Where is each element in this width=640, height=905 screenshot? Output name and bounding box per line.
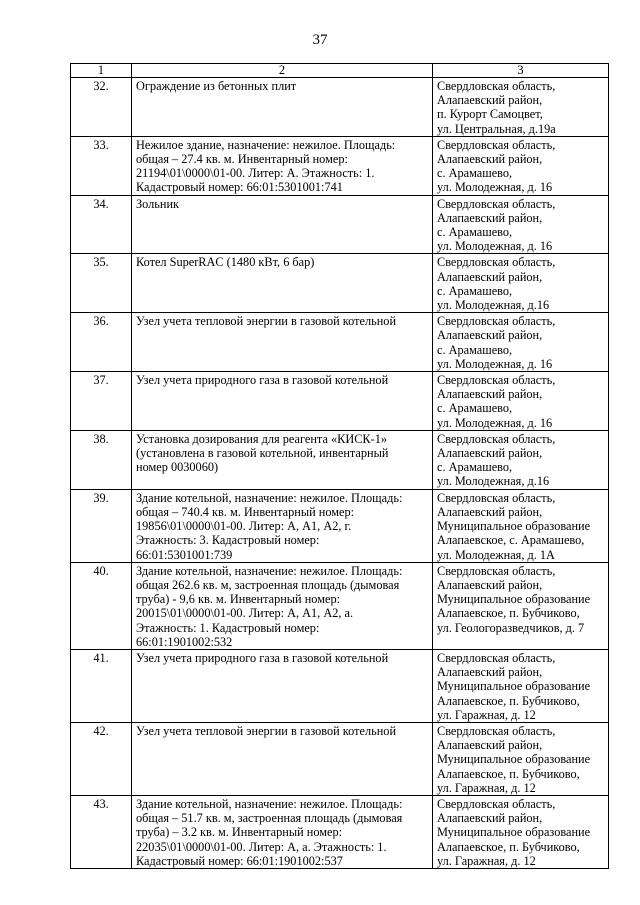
address-line: Алапаевский район, [437, 504, 543, 519]
table-row [71, 489, 609, 562]
row-number: 36. [71, 313, 132, 372]
address-line: Муниципальное образование [437, 519, 591, 534]
address-line: Алапаевский район, [437, 328, 543, 343]
table-row [71, 136, 609, 195]
object-name-cell [132, 78, 433, 137]
address-line: Алапаевский район, [437, 738, 543, 753]
object-name-cell [132, 489, 433, 562]
row-number: 32. [71, 78, 132, 137]
address-line: Свердловская область, [437, 796, 556, 811]
object-name-cell [132, 313, 433, 372]
address-line: с. Арамашево, [437, 283, 513, 298]
object-name-line: Этажность: 3. Кадастровый номер: [136, 533, 320, 548]
object-name-line: Здание котельной, назначение: нежилое. Площадь: [136, 796, 403, 811]
object-name-line: Здание котельной, назначение: нежилое. Площадь: [136, 490, 403, 505]
object-name-line: общая 262.6 кв. м, застроенная площадь (дымовая [136, 577, 400, 592]
table-row [71, 795, 609, 868]
address-line: Свердловская область, [437, 373, 556, 388]
object-name-line: Узел учета природного газа в газовой котельной [136, 373, 389, 388]
address-line: Свердловская область, [437, 196, 556, 211]
address-line: ул. Гаражная, д. 12 [437, 707, 536, 722]
address-line: с. Арамашево, [437, 166, 513, 181]
object-name-cell [132, 562, 433, 649]
address-cell [433, 136, 609, 195]
object-name-cell [132, 649, 433, 722]
object-name-line: Узел учета тепловой энергии в газовой котельной [136, 723, 397, 738]
row-number: 33. [71, 136, 132, 195]
address-line: ул. Молодежная, д.16 [437, 474, 550, 489]
address-line: ул. Молодежная, д. 16 [437, 415, 553, 430]
object-name-cell [132, 722, 433, 795]
address-line: ул. Молодежная, д. 16 [437, 239, 553, 254]
address-line: Алапаевское, п. Бубчиково, [437, 839, 580, 854]
address-line: с. Арамашево, [437, 460, 513, 475]
address-line: Алапаевский район, [437, 811, 543, 826]
object-name-line: Ограждение из бетонных плит [136, 79, 297, 93]
object-name-line: труба) - 9,6 кв. м. Инвентарный номер: [136, 592, 341, 607]
address-cell [433, 313, 609, 372]
address-line: ул. Гаражная, д. 12 [437, 853, 536, 868]
table-row [71, 254, 609, 313]
table-row [71, 195, 609, 254]
address-line: Алапаевское, п. Бубчиково, [437, 693, 580, 708]
address-cell [433, 649, 609, 722]
address-line: Алапаевский район, [437, 665, 543, 680]
address-line: Свердловская область, [437, 431, 556, 446]
object-name-line: Этажность: 1. Кадастровый номер: [136, 620, 320, 635]
address-line: Алапаевское, п. Бубчиково, [437, 606, 580, 621]
address-line: Алапаевский район, [437, 210, 543, 225]
row-number: 40. [71, 562, 132, 649]
address-line: Свердловская область, [437, 563, 556, 578]
object-name-line: Кадастровый номер: 66:01:5301001:741 [136, 180, 343, 195]
object-name-line: общая – 51.7 кв. м, застроенная площадь (дымовая [136, 811, 403, 826]
object-name-line: общая – 27.4 кв. м. Инвентарный номер: [136, 152, 348, 167]
address-line: Алапаевский район, [437, 387, 543, 402]
address-line: Алапаевский район, [437, 269, 543, 284]
row-number: 41. [71, 649, 132, 722]
row-number: 38. [71, 430, 132, 489]
address-line: ул. Молодежная, д.16 [437, 298, 550, 313]
object-name-line: Кадастровый номер: 66:01:1901002:537 [136, 853, 343, 868]
address-line: Алапаевский район, [437, 577, 543, 592]
table-row [71, 562, 609, 649]
table-header-row [71, 64, 609, 78]
row-number: 35. [71, 254, 132, 313]
address-line: с. Арамашево, [437, 225, 513, 240]
address-line: ул. Геологоразведчиков, д. 7 [437, 620, 585, 635]
object-name-line: 19856\01\0000\01-00. Литер: А, А1, А2, г. [136, 519, 352, 534]
object-name-cell [132, 195, 433, 254]
row-number: 37. [71, 372, 132, 431]
address-cell [433, 430, 609, 489]
address-line: п. Курорт Самоцвет, [437, 107, 543, 122]
object-name-line: 22035\01\0000\01-00. Литер: А, а. Этажность: 1. [136, 839, 387, 854]
address-line: Свердловская область, [437, 137, 556, 152]
address-cell [433, 254, 609, 313]
row-number: 43. [71, 795, 132, 868]
object-name-line: номер 0030060) [136, 460, 219, 475]
row-number: 34. [71, 195, 132, 254]
address-line: Муниципальное образование [437, 752, 591, 767]
row-number: 39. [71, 489, 132, 562]
address-line: Свердловская область, [437, 79, 556, 93]
object-name-line: Узел учета природного газа в газовой котельной [136, 650, 389, 665]
address-line: ул. Молодежная, д. 1А [437, 547, 555, 562]
address-cell [433, 78, 609, 137]
address-cell [433, 195, 609, 254]
table-row [71, 722, 609, 795]
address-line: Алапаевский район, [437, 93, 543, 108]
address-line: ул. Молодежная, д. 16 [437, 356, 553, 371]
object-name-cell [132, 136, 433, 195]
object-name-line: Здание котельной, назначение: нежилое. Площадь: [136, 563, 403, 578]
column-header-address: 3 [433, 64, 609, 78]
address-cell [433, 722, 609, 795]
object-name-line: Узел учета тепловой энергии в газовой котельной [136, 314, 397, 329]
object-name-line: (установлена в газовой котельной, инвентарный [136, 446, 389, 461]
object-name-cell [132, 254, 433, 313]
address-line: Алапаевский район, [437, 152, 543, 167]
address-line: ул. Гаражная, д. 12 [437, 780, 536, 795]
table-row [71, 313, 609, 372]
page-number: 37 [312, 32, 328, 48]
address-line: ул. Центральная, д.19а [437, 121, 556, 136]
column-header-name: 2 [132, 64, 433, 78]
object-name-line: 66:01:1901002:532 [136, 634, 233, 649]
object-name-line: Нежилое здание, назначение: нежилое. Площадь: [136, 137, 396, 152]
object-name-cell [132, 430, 433, 489]
address-line: Свердловская область, [437, 255, 556, 270]
object-name-line: Котел SuperRAC (1480 кВт, 6 бар) [136, 255, 315, 270]
table-row [71, 649, 609, 722]
row-number: 42. [71, 722, 132, 795]
object-name-line: труба) – 3.2 кв. м. Инвентарный номер: [136, 825, 343, 840]
table-row [71, 78, 609, 137]
address-cell [433, 372, 609, 431]
address-cell [433, 489, 609, 562]
address-line: Свердловская область, [437, 490, 556, 505]
column-header-number: 1 [71, 64, 132, 78]
object-name-line: 66:01:5301001:739 [136, 547, 233, 562]
address-line: Муниципальное образование [437, 679, 591, 694]
address-line: Свердловская область, [437, 650, 556, 665]
address-line: Свердловская область, [437, 314, 556, 329]
address-cell [433, 795, 609, 868]
address-line: Алапаевское, с. Арамашево, [437, 533, 585, 548]
address-line: Свердловская область, [437, 723, 556, 738]
address-line: с. Арамашево, [437, 342, 513, 357]
property-table [70, 63, 609, 869]
object-name-line: 21194\01\0000\01-00. Литер: А. Этажность: 1. [136, 166, 375, 181]
object-name-line: Установка дозирования для реагента «КИСК-1» [136, 431, 387, 446]
address-line: с. Арамашево, [437, 401, 513, 416]
address-line: Муниципальное образование [437, 825, 591, 840]
object-name-line: 20015\01\0000\01-00. Литер: А, А1, А2, а. [136, 606, 354, 621]
address-line: Алапаевский район, [437, 446, 543, 461]
object-name-line: Зольник [136, 196, 180, 211]
object-name-cell [132, 795, 433, 868]
table-row [71, 372, 609, 431]
table-row [71, 430, 609, 489]
object-name-line: общая – 740.4 кв. м. Инвентарный номер: [136, 504, 355, 519]
address-line: Муниципальное образование [437, 592, 591, 607]
address-line: Алапаевское, п. Бубчиково, [437, 766, 580, 781]
address-line: ул. Молодежная, д. 16 [437, 180, 553, 195]
address-cell [433, 562, 609, 649]
object-name-cell [132, 372, 433, 431]
